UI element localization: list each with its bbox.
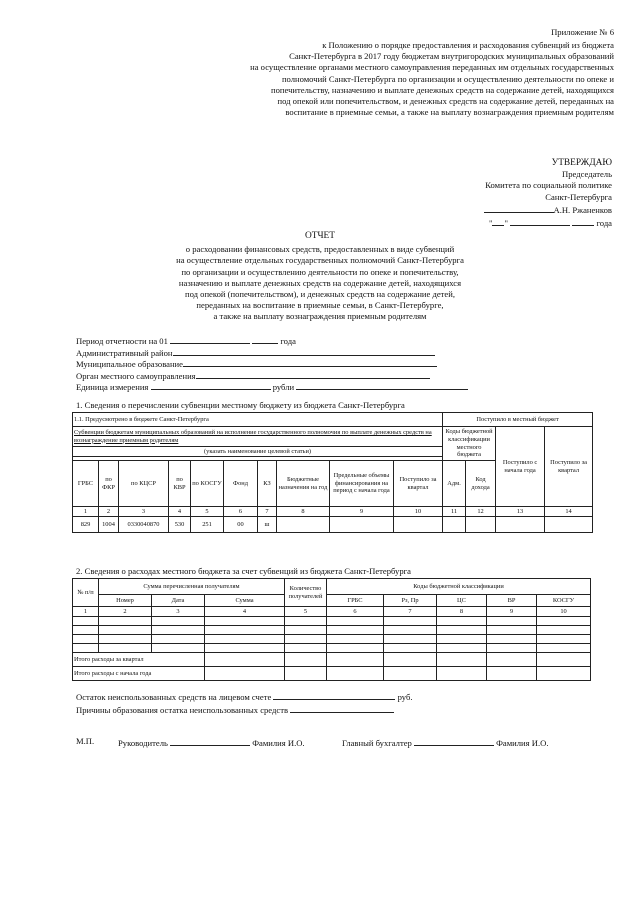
cell[interactable] <box>487 626 537 635</box>
report-fields <box>76 334 468 392</box>
sum-transferred-header: Сумма перечисленная получателям <box>99 579 285 595</box>
cell[interactable] <box>73 635 99 644</box>
col-header: Адм. <box>443 461 466 507</box>
col-number: 8 <box>437 607 487 617</box>
col-number: 10 <box>537 607 591 617</box>
cell[interactable] <box>437 635 487 644</box>
cell[interactable] <box>487 617 537 626</box>
cell[interactable] <box>99 635 152 644</box>
quantity-header: Количество получателей <box>285 579 327 607</box>
date-suffix: года <box>596 218 612 229</box>
col-header: ГРБС <box>73 461 99 507</box>
section2-title: 2. Сведения о расходах местного бюджета за счет субвенций из бюджета Санкт-Петербурга <box>76 566 411 576</box>
total-year-label: Итого расходы с начала года <box>73 667 205 681</box>
cell[interactable] <box>327 635 384 644</box>
report-line: под опекой (попечительством), и денежных средств на содержание детей, <box>184 289 455 300</box>
balance-line <box>76 690 412 703</box>
cell[interactable] <box>327 617 384 626</box>
period-suffix: года <box>280 336 296 346</box>
mp-label: М.П. <box>76 736 95 746</box>
chief-accountant-signature-line[interactable] <box>414 736 494 746</box>
cell[interactable] <box>537 626 591 635</box>
unit-value: рубли <box>272 382 295 393</box>
cell-limit[interactable] <box>330 517 394 533</box>
col-number: 1 <box>73 607 99 617</box>
cell[interactable] <box>152 635 205 644</box>
col-number: 12 <box>466 507 496 517</box>
col-number: 9 <box>330 507 394 517</box>
date-quote-close: " <box>504 218 508 229</box>
col-number: 3 <box>152 607 205 617</box>
cell[interactable] <box>384 626 437 635</box>
unit-label: Единица измерения <box>76 382 149 393</box>
reasons-input[interactable] <box>290 703 394 713</box>
report-line: о расходовании финансовых средств, предоставленных в виде субвенций <box>185 244 455 255</box>
col-number: 14 <box>545 507 593 517</box>
appendix-text <box>250 40 614 118</box>
cell[interactable] <box>152 626 205 635</box>
cell-fund[interactable]: 00 <box>224 517 258 533</box>
cell-budget[interactable] <box>277 517 330 533</box>
table-row <box>73 626 591 635</box>
cell[interactable] <box>152 644 205 653</box>
reasons-label: Причины образования остатка неиспользованных средств <box>76 705 289 715</box>
cell[interactable] <box>73 644 99 653</box>
received-from-start-header: Поступило с начала года <box>496 427 545 507</box>
appendix-line: к Положению о порядке предоставления и расходования субвенций из бюджета <box>322 40 614 50</box>
cell[interactable] <box>437 626 487 635</box>
cell[interactable] <box>537 635 591 644</box>
col-number: 4 <box>205 607 285 617</box>
col-number: 8 <box>277 507 330 517</box>
report-title: ОТЧЕТ <box>304 231 336 241</box>
cell[interactable] <box>285 617 327 626</box>
cell[interactable] <box>487 644 537 653</box>
cell-income-code[interactable] <box>466 517 496 533</box>
appendix-line: воспитание в приемные семьи, а также на выплату вознаграждения приемным родителям <box>285 107 614 118</box>
approve-line: Председатель <box>562 169 612 180</box>
col-number: 1 <box>73 507 99 517</box>
subvention-header <box>73 427 443 447</box>
date-quote-open: " <box>488 218 493 229</box>
col-header: Дата <box>152 595 205 607</box>
approval-block <box>484 158 613 229</box>
head-label: Руководитель <box>118 738 168 748</box>
cell[interactable] <box>437 653 487 667</box>
subvention-text: Субвенции бюджетам муниципальных образований на исполнение государственного полномочия по выплате денежных средств на вознаграждение приемным родителям <box>74 428 432 444</box>
col-number: 5 <box>285 607 327 617</box>
col-number: 6 <box>224 507 258 517</box>
date-year-line <box>572 216 594 226</box>
table-row <box>73 517 593 533</box>
total-quarter-label: Итого расходы за квартал <box>73 653 205 667</box>
total-year-row <box>73 667 591 681</box>
cell[interactable] <box>205 653 285 667</box>
col-header: Номер <box>99 595 152 607</box>
chief-accountant-label: Главный бухгалтер <box>342 738 412 748</box>
cell-adm[interactable] <box>443 517 466 533</box>
cell[interactable] <box>537 644 591 653</box>
col-number: 13 <box>496 507 545 517</box>
chief-accountant-signature <box>342 736 548 748</box>
municipality-label: Муниципальное образование <box>76 359 183 370</box>
cell[interactable] <box>99 626 152 635</box>
cell[interactable] <box>285 653 327 667</box>
cell-from-start[interactable] <box>496 517 545 533</box>
chief-accountant-name: Фамилия И.О. <box>496 738 549 748</box>
balance-label: Остаток неиспользованных средств на лицевом счете <box>76 692 272 702</box>
section1-title: 1. Сведения о перечислении субвенции местному бюджету из бюджета Санкт-Петербурга <box>76 400 405 410</box>
admin-district-input[interactable] <box>173 346 435 356</box>
date-day-line <box>492 216 504 226</box>
col-header: ГРБС <box>327 595 384 607</box>
cell[interactable] <box>384 635 437 644</box>
cell-quarter[interactable] <box>394 517 443 533</box>
balance-suffix: руб. <box>397 692 413 702</box>
appendix-title: Приложение № 6 <box>551 27 614 37</box>
cell[interactable] <box>327 644 384 653</box>
municipality-input[interactable] <box>183 357 437 367</box>
cell[interactable] <box>487 667 537 681</box>
section2-table <box>72 578 591 681</box>
date-month-line <box>510 216 570 226</box>
col-header: по КОСГУ <box>191 461 224 507</box>
col-number: 4 <box>169 507 191 517</box>
cell[interactable] <box>285 644 327 653</box>
col-header: Бюджетные назначения на год <box>277 461 330 507</box>
col-number: 5 <box>191 507 224 517</box>
local-authority-label: Орган местного самоуправления <box>76 370 196 381</box>
balance-input[interactable] <box>273 690 395 700</box>
approve-line: Комитета по социальной политике <box>485 180 612 191</box>
col-header: КОСГУ <box>537 595 591 607</box>
cell[interactable] <box>384 653 437 667</box>
cell[interactable] <box>437 644 487 653</box>
cell-received-quarter[interactable] <box>545 517 593 533</box>
codes-header: Коды бюджетной классификации местного бюджета <box>443 427 496 461</box>
appendix-line: на осуществление органами местного самоуправления переданных им отдельных государственных <box>250 62 614 73</box>
cell[interactable] <box>327 626 384 635</box>
cell[interactable] <box>205 617 285 626</box>
cell[interactable] <box>327 667 384 681</box>
report-line: переданных на воспитание в приемные семьи, в Санкт-Петербурге, <box>196 300 444 311</box>
approve-title: УТВЕРЖДАЮ <box>551 158 612 168</box>
cell-kvr[interactable]: 530 <box>169 517 191 533</box>
cell[interactable] <box>205 667 285 681</box>
col-header: Рз, Пр <box>384 595 437 607</box>
col-number: 7 <box>258 507 277 517</box>
cell-fkr[interactable]: 1004 <box>99 517 119 533</box>
cell[interactable] <box>537 617 591 626</box>
col-header: Предельные объемы финансирования на период с начала года <box>330 461 394 507</box>
col-number: 2 <box>99 507 119 517</box>
cell[interactable] <box>205 635 285 644</box>
head-signature-line[interactable] <box>170 736 250 746</box>
col-header: ЦС <box>437 595 487 607</box>
cell[interactable] <box>537 653 591 667</box>
col-header: Поступило за квартал <box>394 461 443 507</box>
cell[interactable] <box>487 653 537 667</box>
table-row <box>73 617 591 626</box>
col-number: 6 <box>327 607 384 617</box>
head-signature <box>118 736 305 748</box>
col-header: Сумма <box>205 595 285 607</box>
cell[interactable] <box>437 617 487 626</box>
cell[interactable] <box>384 644 437 653</box>
cell[interactable] <box>285 635 327 644</box>
cell-kcsr[interactable]: 0330040870 <box>119 517 169 533</box>
col-number: 11 <box>443 507 466 517</box>
cell-kz[interactable]: ш <box>258 517 277 533</box>
col-header: Код дохода <box>466 461 496 507</box>
codes-header: Коды бюджетной классификации <box>327 579 591 595</box>
admin-district-label: Административный район <box>76 347 173 358</box>
col-number: 7 <box>384 607 437 617</box>
cell[interactable] <box>437 667 487 681</box>
col-header: по КВР <box>169 461 191 507</box>
cell[interactable] <box>285 667 327 681</box>
report-title-block <box>0 231 640 323</box>
appendix-line: под опекой или попечительством, и денежных средств на содержание детей, переданных на <box>277 96 614 107</box>
cell[interactable] <box>537 667 591 681</box>
col-number: 10 <box>394 507 443 517</box>
period-year-input[interactable] <box>252 334 278 344</box>
local-authority-input[interactable] <box>196 369 430 379</box>
unit-extra-line <box>296 380 468 390</box>
table-row <box>73 635 591 644</box>
head-name: Фамилия И.О. <box>252 738 305 748</box>
total-quarter-row <box>73 653 591 667</box>
section1-table <box>72 412 593 533</box>
cell[interactable] <box>73 626 99 635</box>
col-number: 9 <box>487 607 537 617</box>
approve-line: Санкт-Петербурга <box>545 191 612 202</box>
cell[interactable] <box>285 626 327 635</box>
table-row <box>73 644 591 653</box>
cell[interactable] <box>205 626 285 635</box>
cell-grbs[interactable]: 829 <box>73 517 99 533</box>
cell[interactable] <box>384 617 437 626</box>
col-number: 3 <box>119 507 169 517</box>
col-number: 2 <box>99 607 152 617</box>
received-quarter-header: Поступило за квартал <box>545 427 593 507</box>
signature-line <box>484 203 554 213</box>
report-line: назначению и выплате денежных средств на содержание детей, находящихся <box>178 277 462 288</box>
cell-kosgu[interactable]: 251 <box>191 517 224 533</box>
appendix-line: полномочий Санкт-Петербурга по организации и осуществлению деятельности по опеке и <box>281 73 614 84</box>
cell[interactable] <box>99 617 152 626</box>
period-label: Период отчетности на 01 <box>76 336 168 346</box>
report-line: на осуществление отдельных государственных полномочий Санкт-Петербурга <box>176 255 464 266</box>
received-header: Поступило в местный бюджет <box>443 413 593 427</box>
cell[interactable] <box>487 635 537 644</box>
col-header: Фонд <box>224 461 258 507</box>
provided-header: 1.1. Предусмотрено в бюджете Санкт-Петербурга <box>73 413 443 427</box>
subvention-note: (указать наименование целевой статьи) <box>73 447 443 457</box>
cell[interactable] <box>327 653 384 667</box>
reasons-line <box>76 703 394 716</box>
report-line: по организации и осуществлению деятельности по опеке и попечительству, <box>181 266 459 277</box>
col-num-header: № п/п <box>73 579 99 607</box>
unit-input[interactable] <box>151 380 271 390</box>
period-month-input[interactable] <box>170 334 250 344</box>
col-header: ВР <box>487 595 537 607</box>
cell[interactable] <box>152 617 205 626</box>
cell[interactable] <box>99 644 152 653</box>
approve-signer: А.Н. Ржаненков <box>553 204 612 215</box>
cell[interactable] <box>384 667 437 681</box>
col-header: по ФКР <box>99 461 119 507</box>
cell[interactable] <box>205 644 285 653</box>
report-line: а также на выплату вознаграждения приемным родителям <box>213 311 427 322</box>
col-header: КЗ <box>258 461 277 507</box>
appendix-line: попечительству, назначению и выплате денежных средств на содержание детей, находящихся <box>271 84 614 95</box>
cell[interactable] <box>73 617 99 626</box>
col-header: по КЦСР <box>119 461 169 507</box>
appendix-line: Санкт-Петербурга в 2017 году бюджетам внутригородских муниципальных образований <box>289 51 614 62</box>
